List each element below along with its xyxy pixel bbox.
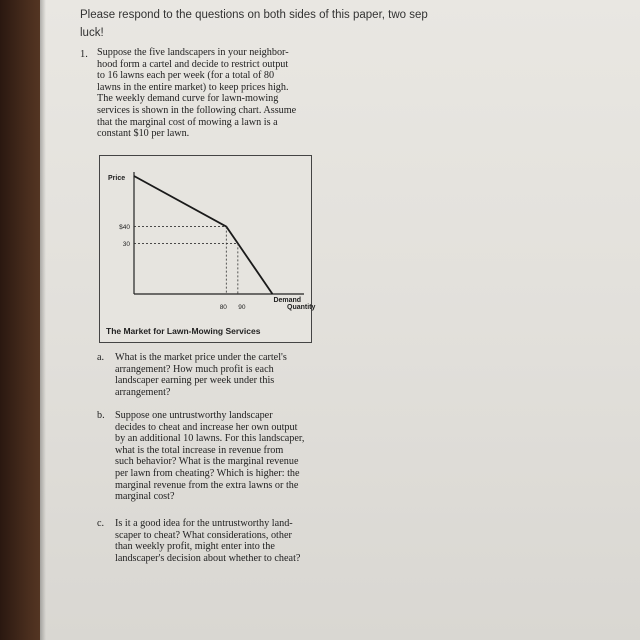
subquestion-a-text: What is the market price under the cartel's arrangement? How much profit is each landscaper earning per week under this arrangement?	[115, 352, 287, 398]
question-number: 1.	[80, 49, 88, 60]
y-tick-label: 30	[122, 240, 130, 248]
series-label-demand: Demand	[273, 297, 302, 304]
x-axis-label: Quantity	[287, 304, 316, 311]
subquestion-a-letter: a.	[97, 352, 105, 363]
demand-curve	[134, 176, 272, 294]
intro-text	[80, 6, 600, 42]
x-tick-label: 90	[238, 304, 246, 311]
subquestion-b-text: Suppose one untrustworthy landscaper decides to cheat and increase her own output by an additional 10 lawns. For this landscaper, what is the total increase in revenue from such behavior? What is the marginal revenue per lawn from cheating? Which is higher: the marginal revenue from the extra lawns or the marginal cost?	[115, 410, 305, 503]
y-axis-label: Price	[108, 175, 126, 182]
y-tick-label: $40	[119, 224, 130, 232]
x-tick-label: 80	[219, 304, 227, 311]
paper-edge-shadow	[40, 0, 46, 640]
chart-svg	[100, 156, 316, 322]
subquestion-c-letter: c.	[97, 518, 105, 529]
intro-line-1: Please respond to the questions on both sides of this paper, two sep	[80, 9, 428, 21]
chart-title: The Market for Lawn-Mowing Services	[106, 326, 261, 336]
intro-line-2: luck!	[80, 27, 104, 39]
question-text: Suppose the five landscapers in your neighbor- hood form a cartel and decide to restrict output to 16 lawns each per week (for a total of 80 lawns in the entire market) to keep prices high. The weekly demand curve for lawn-mowing services is shown in the following chart. Assume that the marginal cost of mowing a lawn is a constant $10 per lawn.	[97, 47, 297, 140]
demand-chart	[99, 155, 316, 343]
subquestion-c-text: Is it a good idea for the untrustworthy land- scaper to cheat? What considerations, other than weekly profit, might enter into the landscaper's decision about whether to cheat?	[115, 518, 301, 564]
subquestion-b-letter: b.	[97, 410, 105, 421]
